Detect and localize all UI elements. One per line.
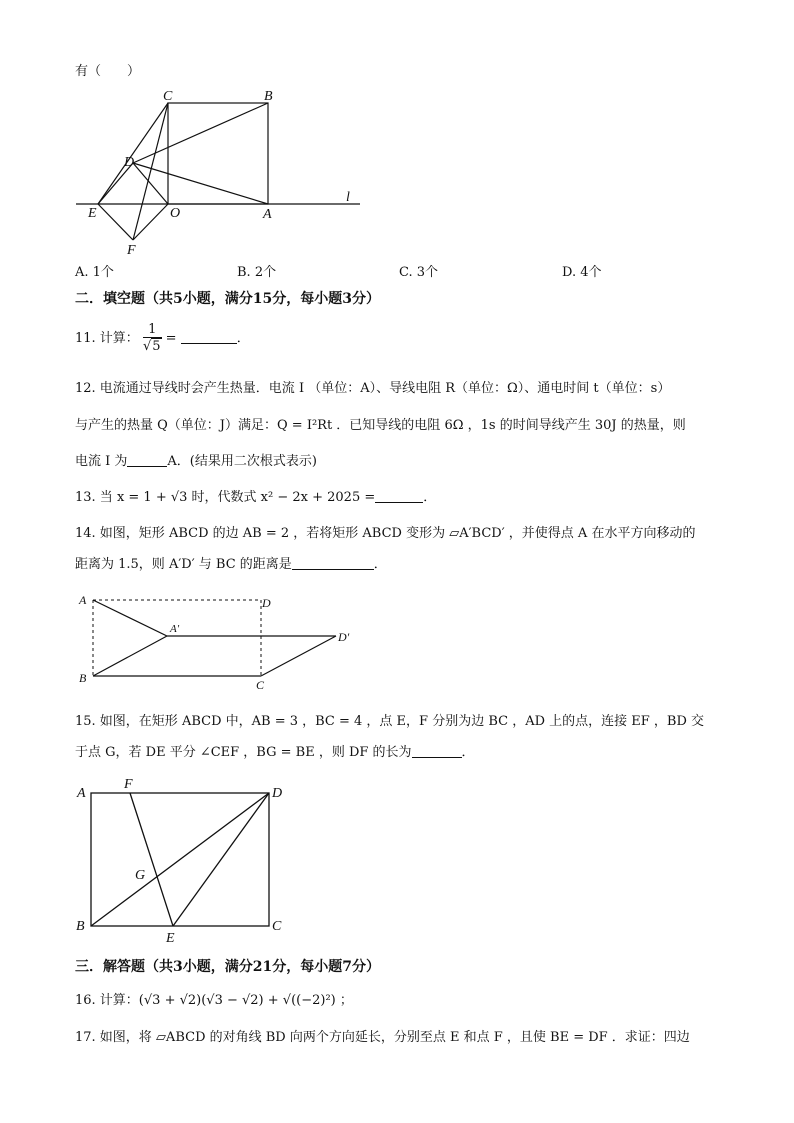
label-E: E: [166, 931, 175, 945]
q15-line2: 于点 G，若 DE 平分 ∠CEF ，BG = BE ，则 DF 的长为 ．: [75, 745, 475, 760]
seg-DB: [133, 103, 268, 163]
q14-figure: [75, 590, 375, 690]
label-l: l: [346, 190, 350, 205]
q15-figure: [72, 775, 302, 945]
q15-answer-blank: [412, 744, 462, 758]
seg-DE: [173, 793, 269, 926]
label-D-prime: D′: [338, 630, 350, 644]
label-D: D: [272, 786, 283, 801]
label-A: A: [263, 207, 272, 222]
q11-eq: =: [165, 331, 177, 346]
label-A: A: [77, 786, 86, 801]
label-D: D: [262, 596, 271, 610]
option-a: A. 1个: [75, 265, 114, 280]
label-E: E: [88, 206, 97, 221]
q17: 17. 如图，将 ▱ABCD 的对角线 BD 向两个方向延长，分别至点 E 和点 F ，且使 BE = DF ．求证：四边: [75, 1030, 690, 1045]
label-B: B: [264, 89, 273, 104]
label-C: C: [272, 919, 282, 934]
q12-answer-blank: [127, 453, 167, 467]
label-D: D: [124, 155, 135, 170]
label-F: F: [124, 777, 133, 792]
q16: 16. 计算：(√3 + √2)(√3 − √2) + √((−2)²) ；: [75, 993, 353, 1008]
seg-FE: [130, 793, 173, 926]
label-G: G: [135, 868, 146, 883]
label-B: B: [76, 919, 85, 934]
q14-line1: 14. 如图，矩形 ABCD 的边 AB = 2 ，若将矩形 ABCD 变形为 ▱A′BCD′ ，并使得点 A 在水平方向移动的: [75, 526, 696, 541]
seg-DA: [133, 163, 268, 204]
seg-EF: [98, 204, 133, 240]
seg-CE: [98, 103, 168, 204]
seg-BA2: [93, 636, 167, 676]
label-C: C: [163, 89, 173, 104]
q13-answer-blank: [375, 489, 423, 503]
label-F: F: [127, 243, 136, 258]
seg-CD2: [261, 636, 336, 676]
section2-title: 二．填空题（共5小题，满分15分，每小题3分）: [75, 291, 380, 307]
label-A-prime: A′: [170, 623, 180, 635]
seg-BD: [91, 793, 269, 926]
q12-line1: 12. 电流通过导线时会产生热量．电流 I （单位：A）、导线电阻 R（单位：Ω）、通电时间 t（单位：s）: [75, 381, 671, 396]
seg-OF: [133, 204, 168, 240]
option-b: B. 2个: [237, 265, 277, 280]
label-A: A: [79, 593, 87, 607]
q11-prefix: 11. 计算：: [75, 331, 139, 346]
seg-AA2: [93, 600, 167, 636]
q13: 13. 当 x = 1 + √3 时，代数式 x² − 2x + 2025 = ．: [75, 490, 437, 505]
q11-fraction: $\frac{1}{√5}$: [142, 322, 161, 354]
label-O: O: [170, 206, 181, 221]
q15-line1: 15. 如图，在矩形 ABCD 中，AB = 3 ，BC = 4 ，点 E，F 分别为边 BC ，AD 上的点，连接 EF ，BD 交: [75, 714, 705, 729]
option-c: C. 3个: [399, 265, 439, 280]
q12-line3: 电流 I 为 A．(结果用二次根式表示): [75, 454, 317, 469]
q10-figure: [70, 85, 370, 260]
section3-title: 三．解答题（共3小题，满分21分，每小题7分）: [75, 959, 380, 975]
q12-line2: 与产生的热量 Q（单位：J）满足：Q = I²Rt ．已知导线的电阻 6Ω ，1s 的时间导线产生 30J 的热量，则: [75, 418, 686, 433]
option-d: D. 4个: [562, 265, 602, 280]
q10-tail: 有（ ）: [75, 64, 141, 79]
label-B: B: [79, 671, 87, 685]
q11-answer-blank: [181, 330, 237, 344]
q14-line2: 距离为 1.5，则 A′D′ 与 BC 的距离是 ．: [75, 557, 387, 572]
label-C: C: [256, 678, 265, 690]
q11-numerator: 1: [143, 322, 162, 338]
q14-answer-blank: [292, 556, 374, 570]
q11-radicand: 5: [152, 339, 161, 354]
q11: 11. 计算： $\frac{1}{√5}$ = ．: [75, 322, 250, 354]
